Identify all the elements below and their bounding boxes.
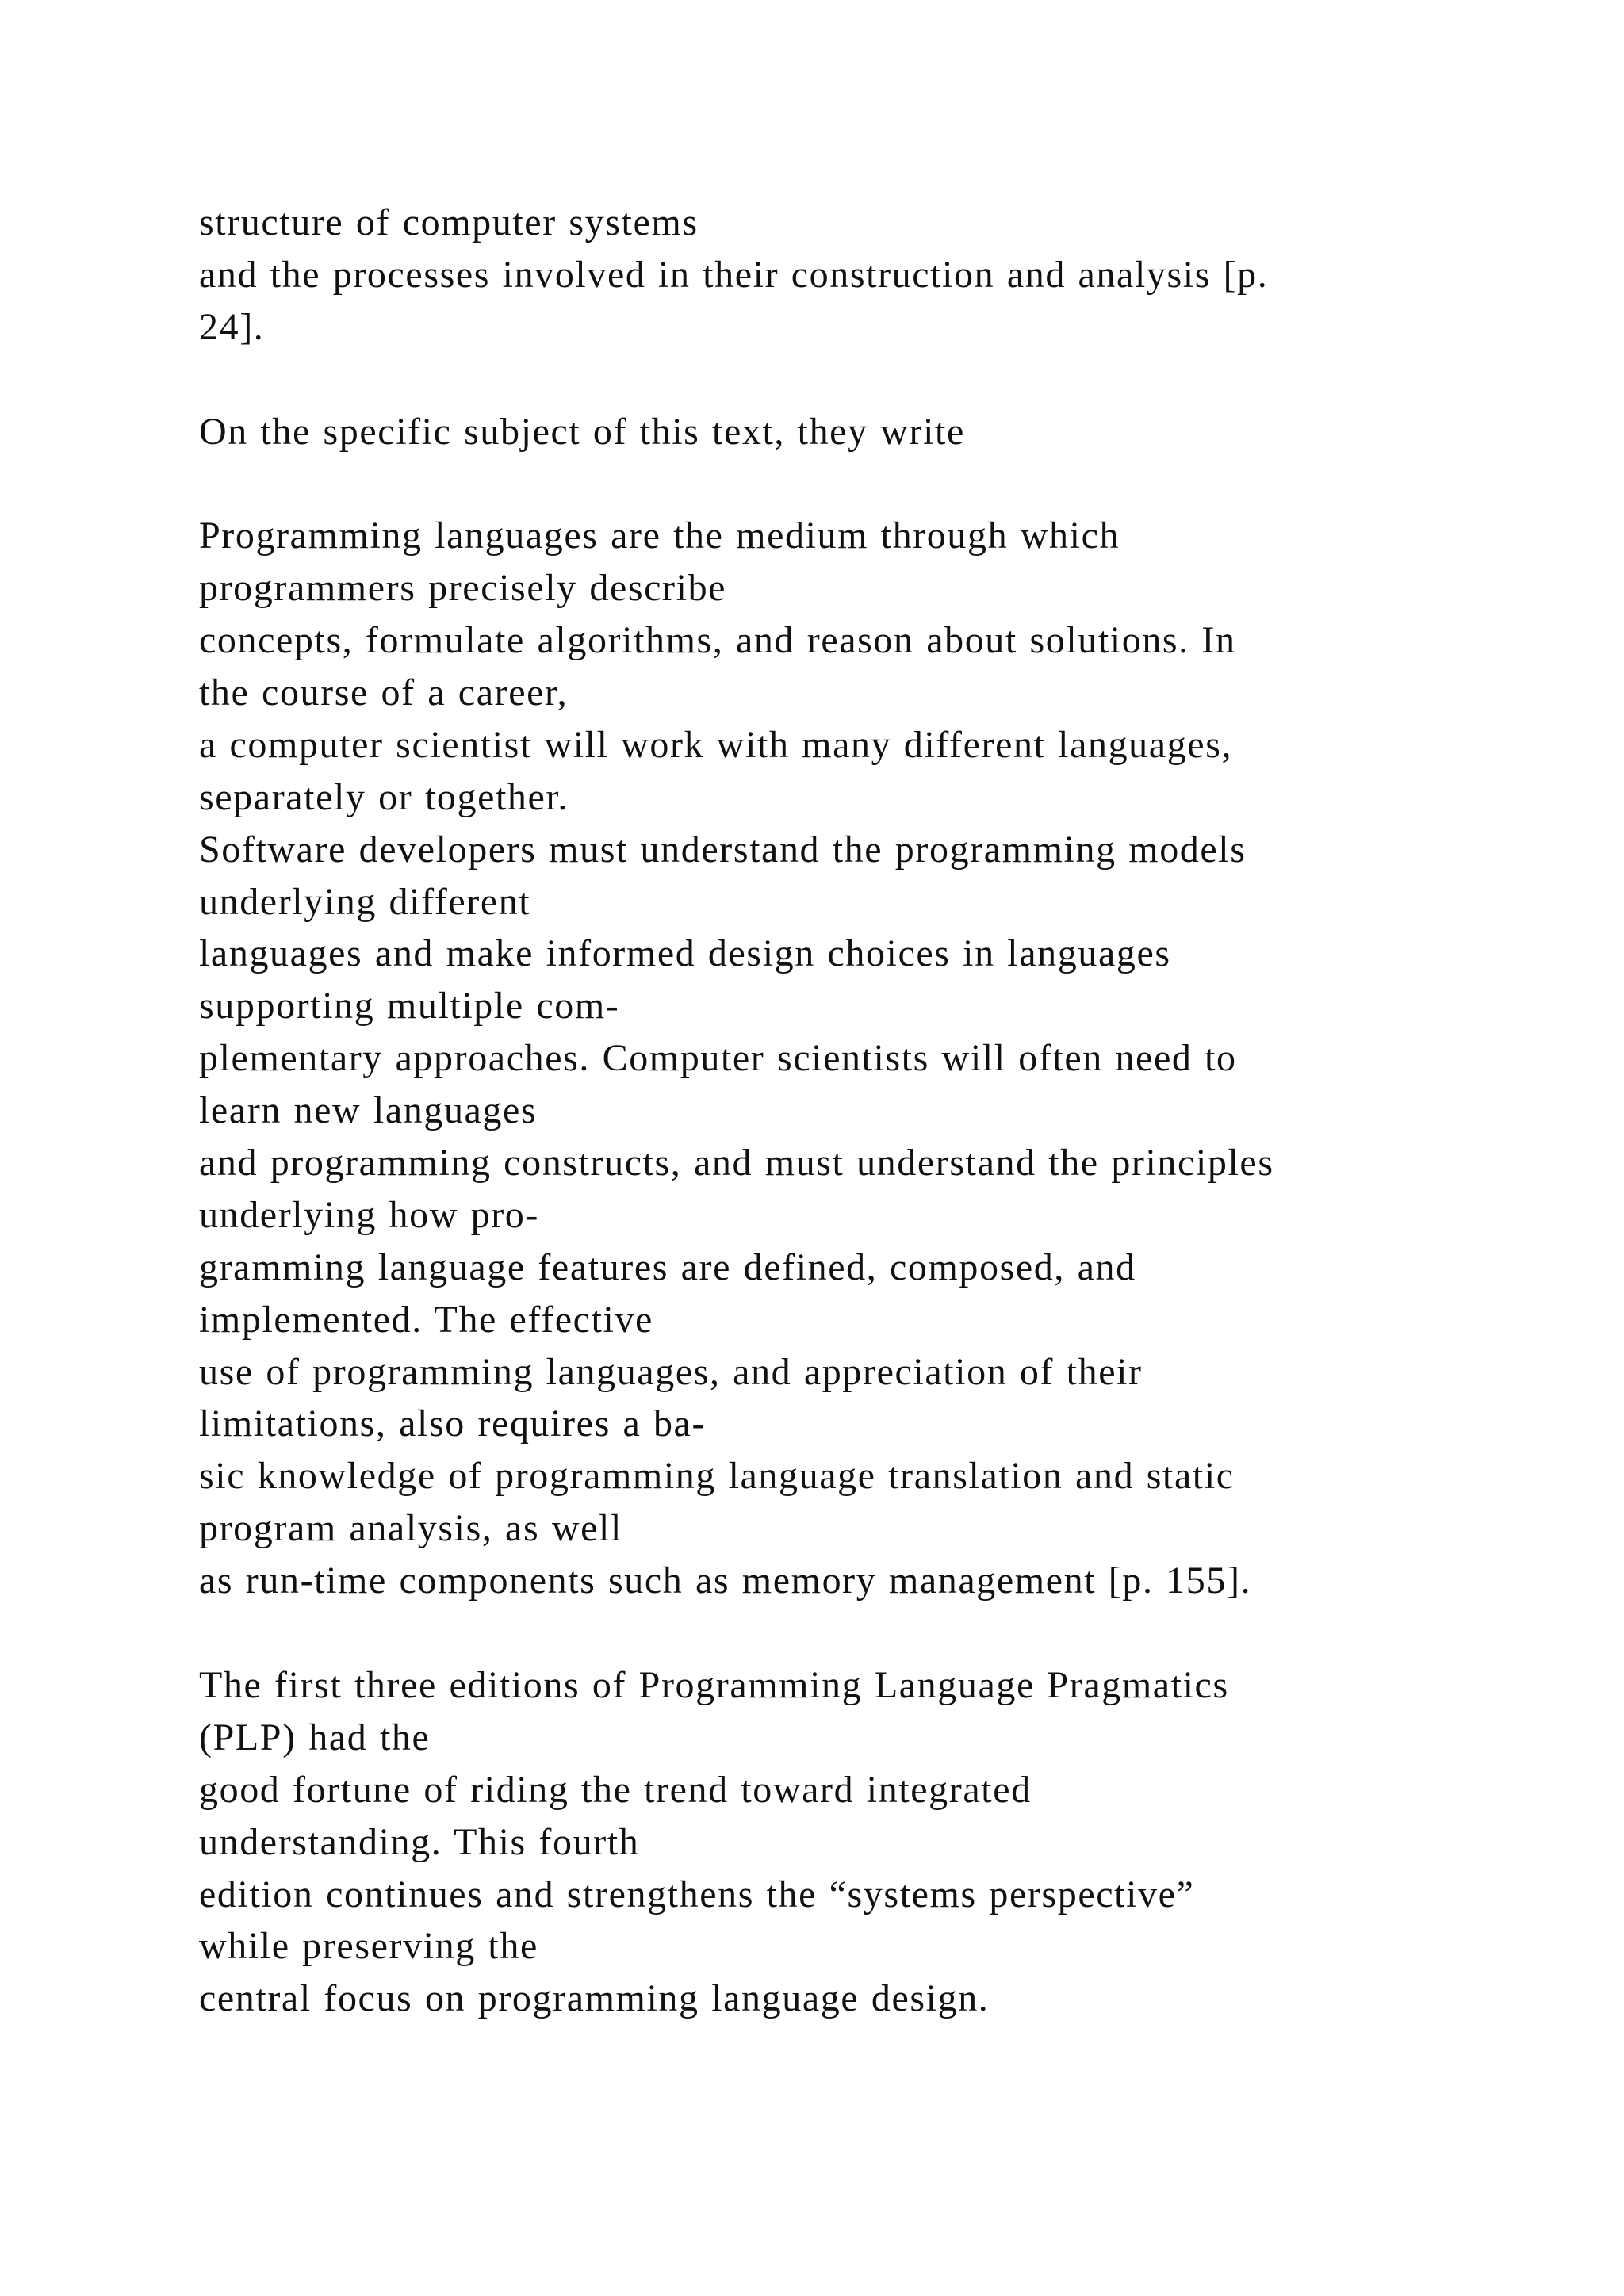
text-line: understanding. This fourth: [199, 1820, 640, 1863]
blank-line: [199, 1607, 1595, 1659]
quote-line: plementary approaches. Computer scientists will often need to: [199, 1037, 1237, 1080]
quote-line: learn new languages: [199, 1089, 538, 1132]
text-line: The first three editions of Programming Language Pragmatics: [199, 1663, 1229, 1706]
blank-line: [199, 354, 1595, 406]
quote-line: implemented. The effective: [199, 1298, 653, 1341]
quote-line: gramming language features are defined, composed, and: [199, 1246, 1136, 1288]
quote-line: underlying how pro-: [199, 1193, 539, 1236]
quote-line: the course of a career,: [199, 672, 569, 714]
quote-line: programmers precisely describe: [199, 567, 727, 610]
quote-line: supporting multiple com-: [199, 985, 620, 1027]
quote-line: separately or together.: [199, 775, 569, 818]
quote-line: limitations, also requires a ba-: [199, 1402, 707, 1445]
blank-line: [199, 457, 1595, 510]
quote-line: program analysis, as well: [199, 1507, 622, 1550]
quote-line: concepts, formulate algorithms, and reason about solutions. In: [199, 619, 1236, 662]
text-line: good fortune of riding the trend toward integrated: [199, 1768, 1032, 1811]
quote-line: and programming constructs, and must understand the principles: [199, 1142, 1274, 1184]
text-line: central focus on programming language design.: [199, 1977, 990, 2020]
quote-line: languages and make informed design choices in languages: [199, 932, 1171, 975]
text-line: 24].: [199, 305, 265, 348]
text-line: while preserving the: [199, 1925, 538, 1968]
quote-line: a computer scientist will work with many different languages,: [199, 723, 1233, 766]
quote-line: sic knowledge of programming language translation and static: [199, 1455, 1235, 1498]
text-line: On the specific subject of this text, they write: [199, 410, 965, 453]
quote-line: underlying different: [199, 880, 531, 923]
text-line: structure of computer systems: [199, 201, 699, 243]
quote-line: use of programming languages, and appreciation of their: [199, 1350, 1143, 1393]
text-line: edition continues and strengthens the “systems perspective”: [199, 1873, 1195, 1915]
body-text: [199, 197, 1595, 2025]
quote-line: Software developers must understand the programming models: [199, 828, 1247, 871]
quote-line: Programming languages are the medium through which: [199, 515, 1120, 557]
quote-line: as run-time components such as memory management [p. 155].: [199, 1559, 1252, 1602]
text-line: and the processes involved in their construction and analysis [p.: [199, 253, 1269, 296]
text-line: (PLP) had the: [199, 1716, 431, 1758]
